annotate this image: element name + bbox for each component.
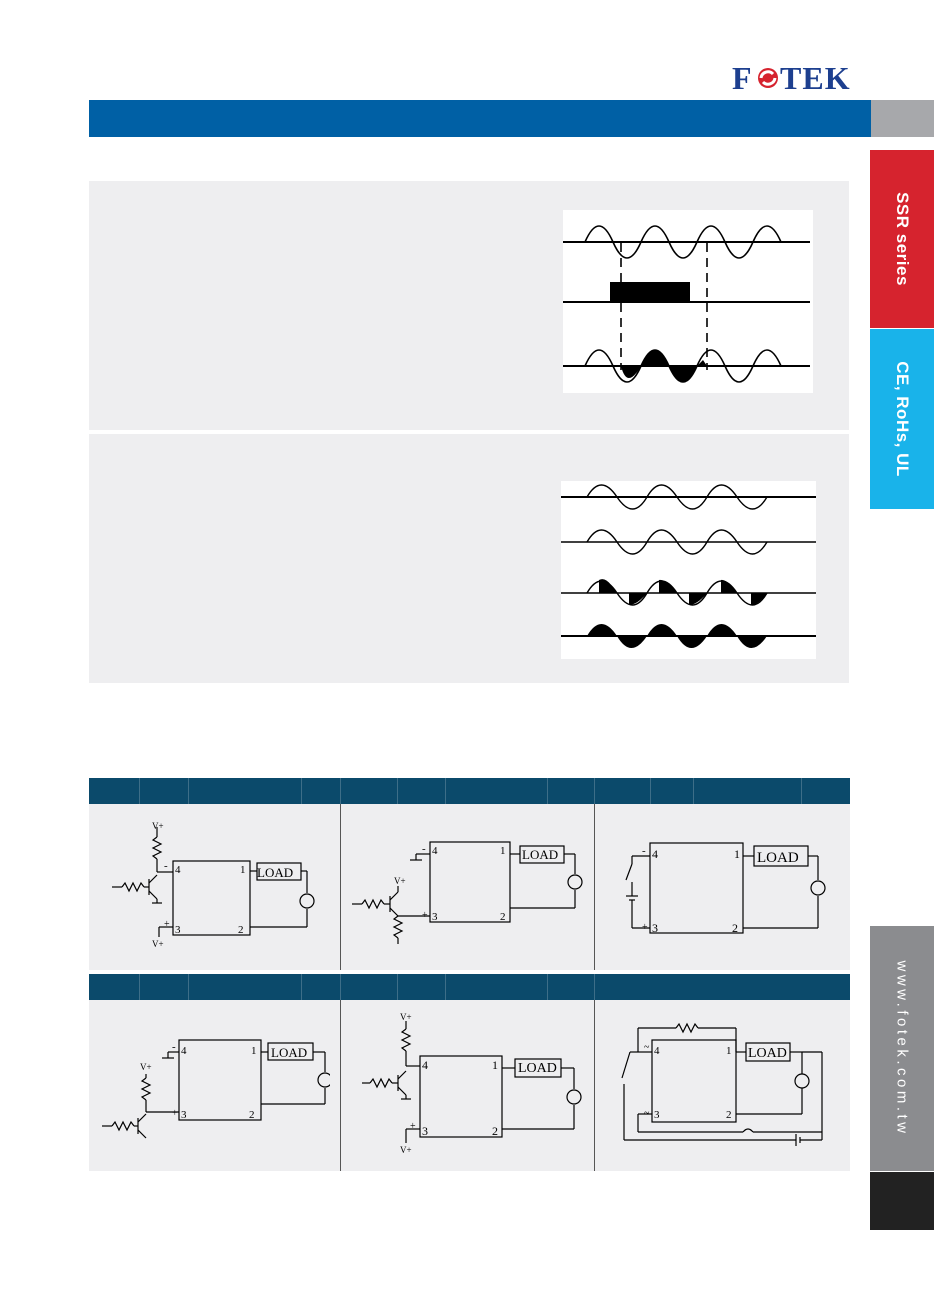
minus-label: - — [164, 860, 168, 872]
minus-label: - — [422, 843, 426, 855]
terminal-4: 4 — [422, 1058, 428, 1072]
plus-label: + — [422, 910, 428, 921]
terminal-2: 2 — [732, 921, 738, 935]
terminal-1: 1 — [251, 1045, 257, 1057]
terminal-3: 3 — [181, 1109, 187, 1121]
zero-cross-waveform — [563, 210, 813, 393]
plus-label: + — [410, 1121, 416, 1132]
terminal-3: 3 — [654, 1109, 660, 1121]
terminal-2: 2 — [492, 1124, 498, 1138]
wiring-diagram-switch — [610, 836, 835, 946]
tab-ssr-series[interactable] — [870, 150, 934, 328]
terminal-4: 4 — [181, 1045, 187, 1057]
load-label: LOAD — [271, 1045, 308, 1060]
vplus-label: V+ — [394, 876, 406, 886]
website-label: www.fotek.com.tw — [893, 960, 911, 1137]
terminal-3: 3 — [652, 921, 658, 935]
load-label: LOAD — [522, 847, 559, 862]
terminal-1: 1 — [492, 1058, 498, 1072]
minus-label: - — [172, 1041, 176, 1053]
title-bar-tail — [871, 100, 934, 137]
title-bar — [89, 100, 871, 137]
wiring-diagram-npn-pullup — [100, 1034, 330, 1144]
terminal-3: 3 — [432, 911, 438, 923]
load-label: LOAD — [757, 850, 799, 866]
terminal-3: 3 — [175, 924, 181, 936]
terminal-2: 2 — [500, 911, 506, 923]
vplus-label: V+ — [400, 1145, 412, 1155]
terminal-3: 3 — [422, 1124, 428, 1138]
vplus-label: V+ — [152, 939, 164, 949]
wiring-diagram-npn-dual — [352, 1011, 592, 1161]
terminal-1: 1 — [500, 845, 506, 857]
svg-text:F: F — [732, 60, 753, 96]
terminal-4: 4 — [652, 847, 658, 861]
ac-symbol: ~ — [644, 1042, 650, 1053]
svg-text:TEK: TEK — [780, 60, 851, 96]
plus-label: + — [164, 919, 170, 930]
load-label: LOAD — [257, 865, 294, 880]
fotek-logo — [732, 60, 852, 96]
terminal-2: 2 — [238, 924, 244, 936]
terminal-1: 1 — [240, 864, 246, 876]
vplus-label: V+ — [140, 1062, 152, 1072]
terminal-4: 4 — [432, 845, 438, 857]
plus-label: + — [172, 1108, 178, 1119]
ac-symbol: ~ — [644, 1108, 650, 1119]
vplus-label: V+ — [400, 1012, 412, 1022]
load-label: LOAD — [518, 1061, 557, 1076]
page-number-tab — [870, 1172, 934, 1230]
wiring-diagram-pnp-source — [350, 836, 590, 966]
load-label: LOAD — [748, 1046, 787, 1061]
tab-website[interactable] — [870, 926, 934, 1171]
terminal-2: 2 — [726, 1109, 732, 1121]
wiring-header-row-1 — [89, 778, 850, 804]
vplus-label: V+ — [152, 821, 164, 831]
terminal-4: 4 — [175, 864, 181, 876]
tab-certifications-label: CE, RoHs, UL — [893, 361, 912, 477]
terminal-4: 4 — [654, 1045, 660, 1057]
plus-label: + — [642, 922, 648, 933]
wiring-header-row-2 — [89, 974, 850, 1000]
tab-ssr-series-label: SSR series — [893, 192, 912, 286]
terminal-1: 1 — [734, 847, 740, 861]
random-turn-on-waveform — [561, 481, 816, 659]
terminal-1: 1 — [726, 1045, 732, 1057]
tab-certifications[interactable] — [870, 329, 934, 509]
minus-label: - — [642, 845, 646, 857]
wiring-diagram-npn-sink — [100, 815, 330, 960]
terminal-2: 2 — [249, 1109, 255, 1121]
wiring-diagram-ac-input — [608, 1018, 840, 1148]
